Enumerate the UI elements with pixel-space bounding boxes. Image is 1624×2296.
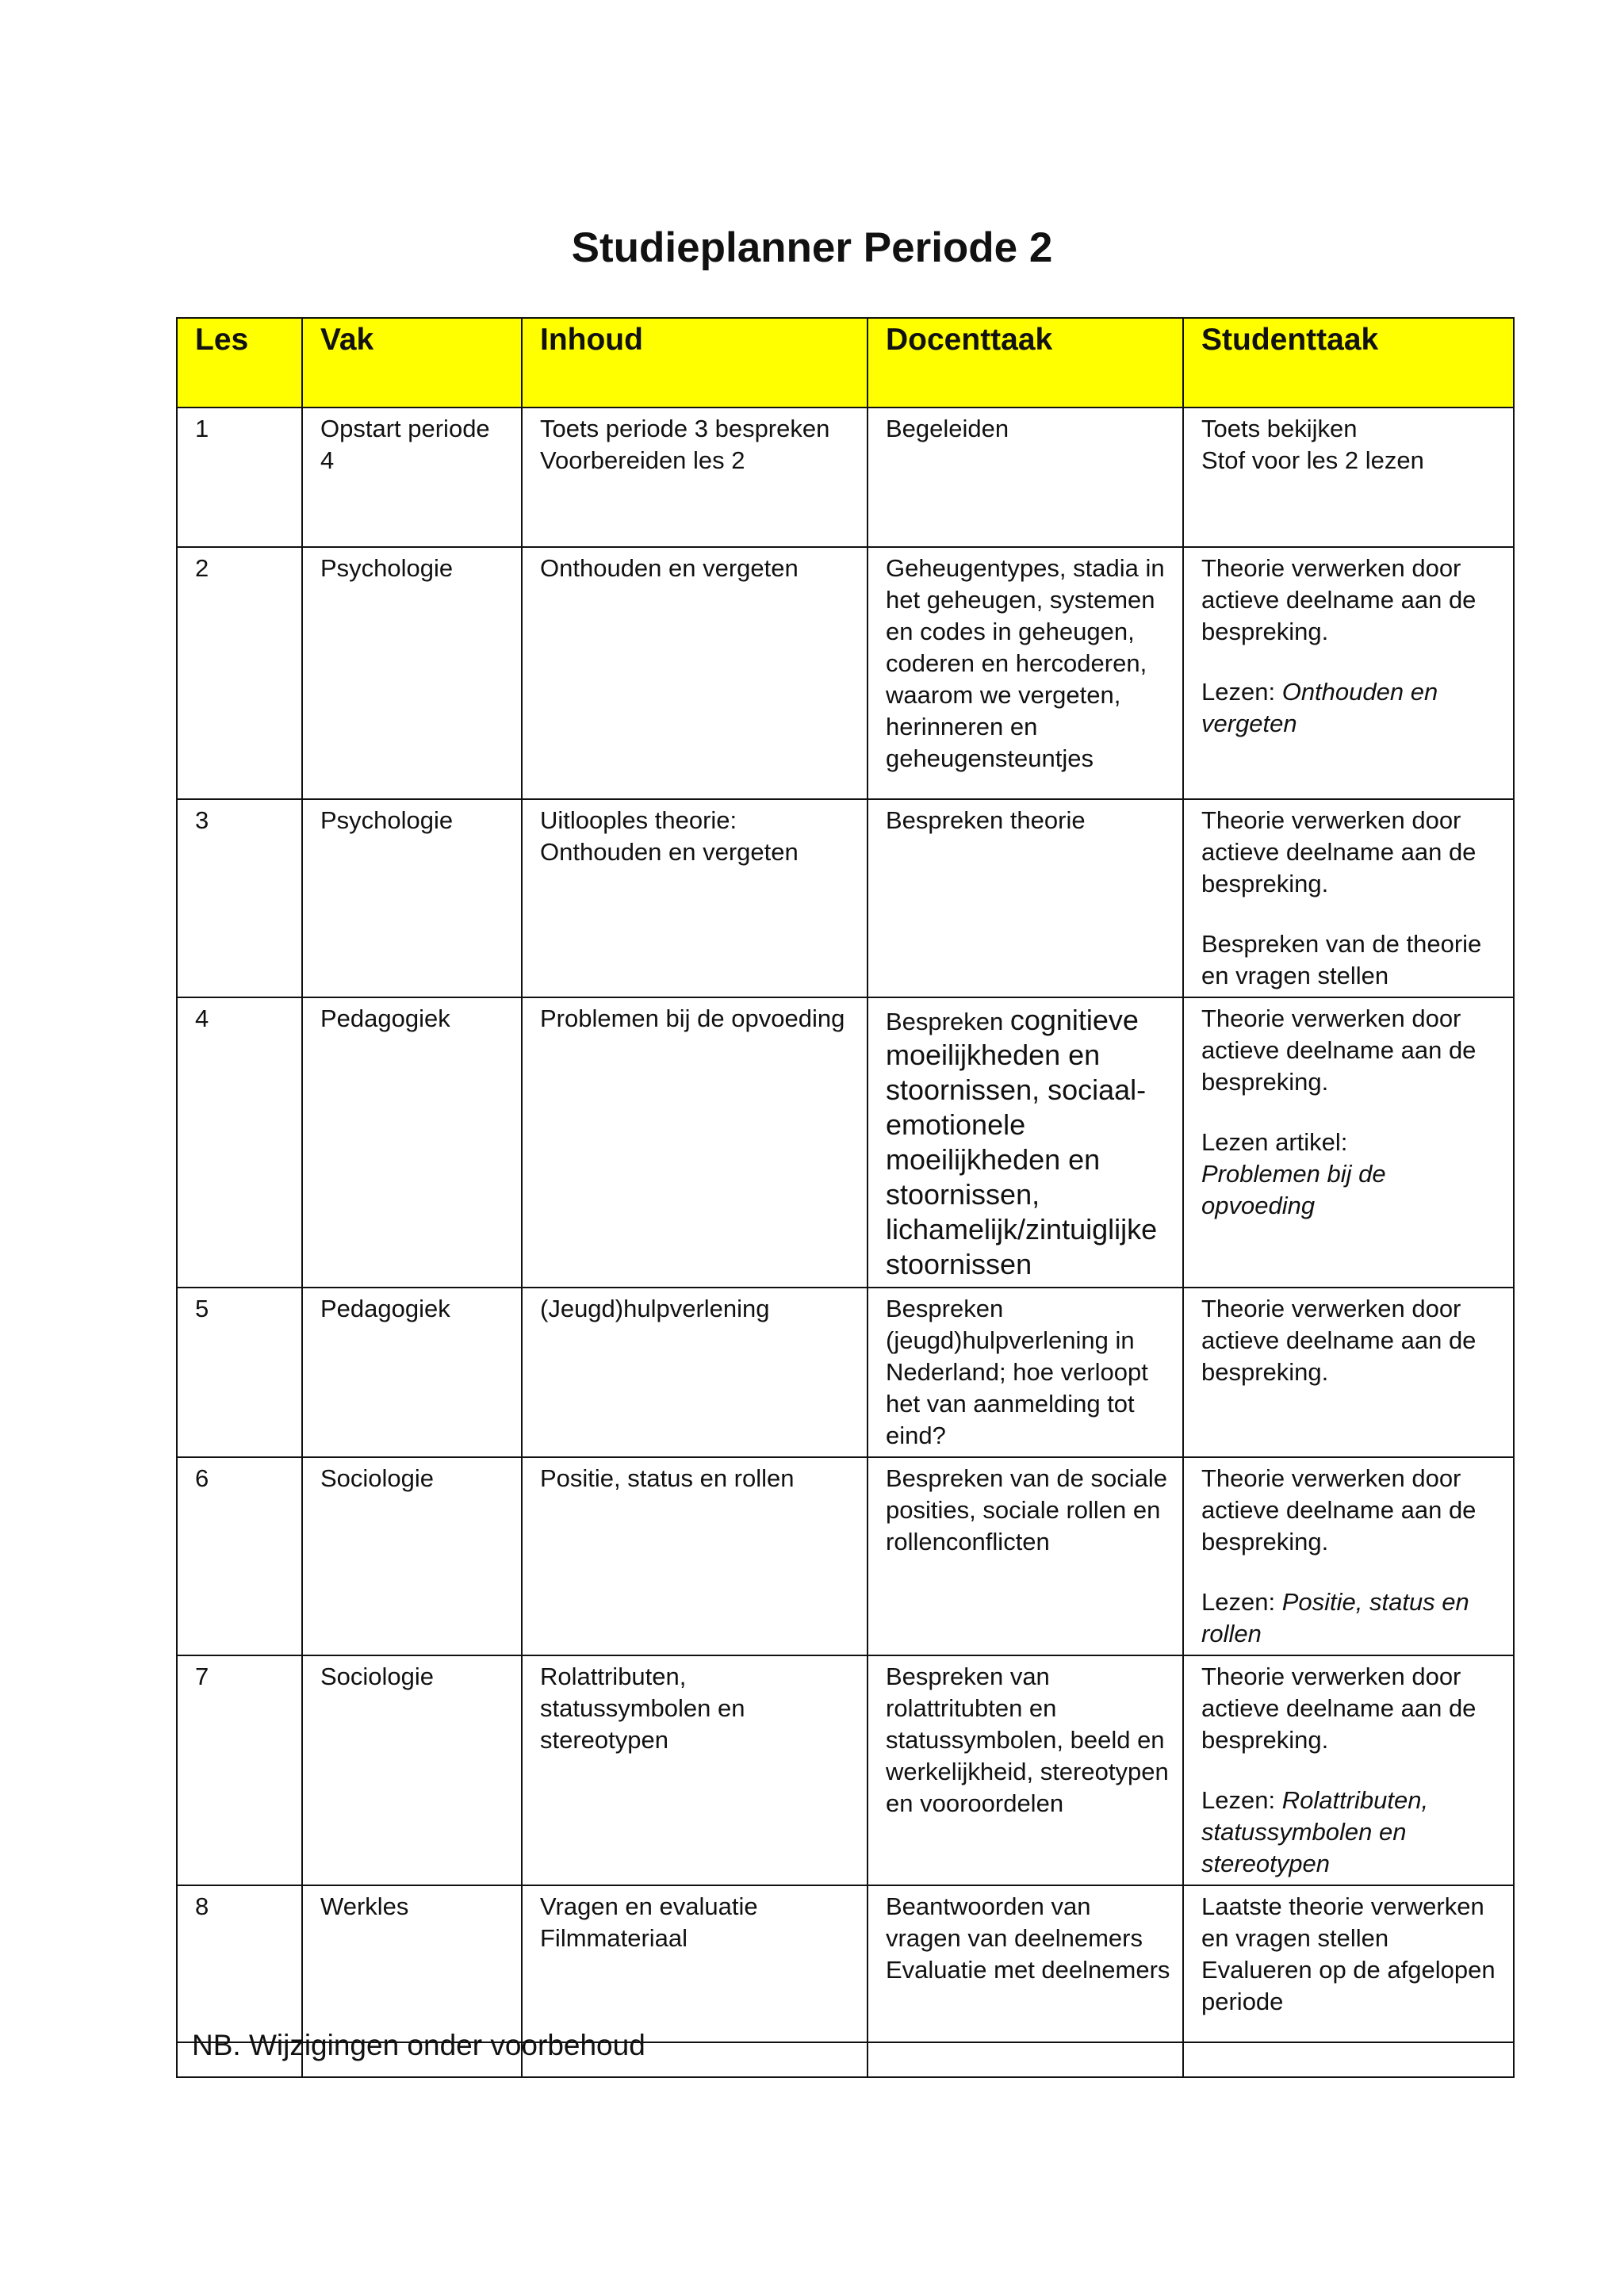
cell-studenttaak: [1183, 997, 1514, 1288]
cell-docenttaak: Bespreken van de sociale posities, sociale rollen en rollenconflicten: [868, 1457, 1183, 1655]
cell-vak: Psychologie: [302, 547, 522, 799]
cell-docenttaak: Bespreken van rolattritubten en statussymbolen, beeld en werkelijkheid, stereotypen en vooroordelen: [868, 1655, 1183, 1885]
header-inhoud: Inhoud: [522, 318, 868, 408]
table-row: [177, 1885, 1514, 2042]
cell-studenttaak: [1183, 408, 1514, 547]
cell-studenttaak: [1183, 799, 1514, 997]
cell-docenttaak: Bespreken theorie: [868, 799, 1183, 997]
cell-vak: Pedagogiek: [302, 997, 522, 1288]
cell-inhoud: Positie, status en rollen: [522, 1457, 868, 1655]
inhoud-line: Onthouden en vergeten: [540, 838, 799, 866]
cell-les: 6: [177, 1457, 302, 1655]
cell-les: 8: [177, 1885, 302, 2042]
read-label: Lezen:: [1201, 1588, 1276, 1616]
inhoud-line: Filmmateriaal: [540, 1924, 688, 1952]
cell-docenttaak: Bespreken (jeugd)hulpverlening in Nederland; hoe verloopt het van aanmelding tot eind?: [868, 1288, 1183, 1457]
cell-inhoud: Onthouden en vergeten: [522, 547, 868, 799]
cell-empty: [1183, 2042, 1514, 2077]
table-row: [177, 547, 1514, 799]
cell-studenttaak: [1183, 547, 1514, 799]
studenttaak-text: Theorie verwerken door actieve deelname aan de bespreking.: [1201, 1464, 1477, 1556]
cell-studenttaak: [1183, 1885, 1514, 2042]
read-label: Lezen:: [1201, 1786, 1276, 1814]
cell-docenttaak: [868, 997, 1183, 1288]
read-title: Onthouden en vergeten: [1201, 678, 1438, 737]
cell-les: 4: [177, 997, 302, 1288]
inhoud-line: Uitlooples theorie:: [540, 806, 737, 834]
cell-docenttaak: Geheugentypes, stadia in het geheugen, systemen en codes in geheugen, coderen en hercoderen, waarom we vergeten, herinneren en geheugensteuntjes: [868, 547, 1183, 799]
cell-inhoud: [522, 1885, 868, 2042]
header-docenttaak: Docenttaak: [868, 318, 1183, 408]
table-row: [177, 997, 1514, 1288]
read-title: Rolattributen, statussymbolen en stereotypen: [1201, 1786, 1429, 1877]
inhoud-line: Vragen en evaluatie: [540, 1892, 758, 1920]
docenttaak-rest: cognitieve moeilijkheden en stoornissen, sociaal-emotionele moeilijkheden en stoornissen, lichamelijk/zintuiglijke stoornissen: [886, 1004, 1158, 1280]
studenttaak-text: Theorie verwerken door actieve deelname aan de bespreking.: [1201, 554, 1477, 645]
studenttaak-line: Toets bekijken: [1201, 415, 1358, 442]
docenttaak-line: Evaluatie met deelnemers: [886, 1956, 1170, 1984]
cell-vak: Werkles: [302, 1885, 522, 2042]
header-les: Les: [177, 318, 302, 408]
studenttaak-text: Theorie verwerken door actieve deelname aan de bespreking.: [1201, 1663, 1477, 1754]
table-row: [177, 1288, 1514, 1457]
cell-studenttaak: [1183, 1655, 1514, 1885]
studenttaak-line: Stof voor les 2 lezen: [1201, 446, 1424, 474]
studenttaak-text: Theorie verwerken door actieve deelname aan de bespreking.: [1201, 1004, 1477, 1096]
cell-docenttaak: [868, 1885, 1183, 2042]
cell-vak: Sociologie: [302, 1457, 522, 1655]
studenttaak-line: Evalueren op de afgelopen periode: [1201, 1956, 1496, 2015]
cell-studenttaak: [1183, 1457, 1514, 1655]
table-row: [177, 1457, 1514, 1655]
studenttaak-line: Laatste theorie verwerken en vragen stellen: [1201, 1892, 1484, 1952]
cell-les: 7: [177, 1655, 302, 1885]
footnote: NB. Wijzigingen onder voorbehoud: [192, 2029, 645, 2061]
table-header-row: [177, 318, 1514, 408]
cell-les: 5: [177, 1288, 302, 1457]
cell-vak: Psychologie: [302, 799, 522, 997]
cell-les: 2: [177, 547, 302, 799]
study-planner-table: [176, 317, 1515, 2078]
header-studenttaak: Studenttaak: [1183, 318, 1514, 408]
studenttaak-extra: Bespreken van de theorie en vragen stellen: [1201, 930, 1482, 989]
cell-inhoud: Rolattributen, statussymbolen en stereotypen: [522, 1655, 868, 1885]
header-vak: Vak: [302, 318, 522, 408]
inhoud-line: Voorbereiden les 2: [540, 446, 745, 474]
cell-inhoud: Problemen bij de opvoeding: [522, 997, 868, 1288]
table-row: [177, 799, 1514, 997]
cell-empty: [868, 2042, 1183, 2077]
cell-vak: Pedagogiek: [302, 1288, 522, 1457]
read-label: Lezen artikel:: [1201, 1128, 1348, 1156]
table-row: [177, 408, 1514, 547]
studenttaak-text: Theorie verwerken door actieve deelname aan de bespreking.: [1201, 806, 1477, 897]
read-title: Positie, status en rollen: [1201, 1588, 1469, 1647]
inhoud-line: Toets periode 3 bespreken: [540, 415, 830, 442]
page-title: Studieplanner Periode 2: [571, 224, 1053, 271]
studenttaak-text: Theorie verwerken door actieve deelname aan de bespreking.: [1201, 1295, 1477, 1386]
cell-inhoud: (Jeugd)hulpverlening: [522, 1288, 868, 1457]
cell-inhoud: [522, 799, 868, 997]
cell-vak: Sociologie: [302, 1655, 522, 1885]
cell-les: 1: [177, 408, 302, 547]
cell-les: 3: [177, 799, 302, 997]
cell-inhoud: [522, 408, 868, 547]
cell-studenttaak: [1183, 1288, 1514, 1457]
cell-docenttaak: Begeleiden: [868, 408, 1183, 547]
read-label: Lezen:: [1201, 678, 1276, 706]
cell-vak: Opstart periode 4: [302, 408, 522, 547]
docenttaak-line: Beantwoorden van vragen van deelnemers: [886, 1892, 1143, 1952]
read-title: Problemen bij de opvoeding: [1201, 1160, 1386, 1219]
docenttaak-lead: Bespreken: [886, 1008, 1004, 1035]
table-row: [177, 1655, 1514, 1885]
